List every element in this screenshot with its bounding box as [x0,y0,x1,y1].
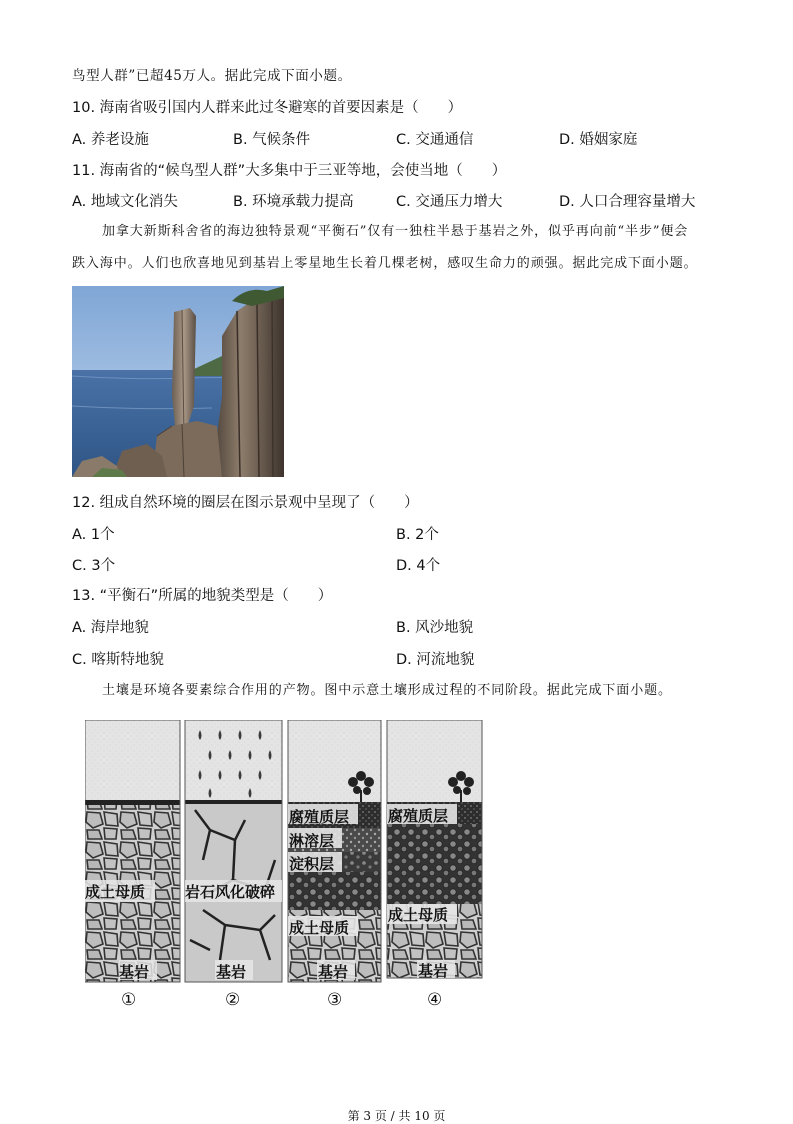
q13-option-a[interactable]: A. 海岸地貌 [72,620,149,636]
passage-3-text: 土壤是环境各要素综合作用的产物。图中示意土壤形成过程的不同阶段。据此完成下面小题。 [102,683,672,698]
q13-option-c[interactable]: C. 喀斯特地貌 [72,652,164,668]
q11-option-c[interactable]: C. 交通压力增大 [396,194,503,210]
q13-option-d[interactable]: D. 河流地貌 [396,652,475,668]
panel-4-humus-label: 腐殖质层 [388,807,449,825]
panel-3-parent-material-label: 成土母质 [289,919,350,937]
panel-1-number: ① [121,990,137,1010]
panel-3-eluvial-label: 淋溶层 [289,832,335,850]
panel-4-bedrock-label: 基岩 [418,962,449,980]
q11-option-a[interactable]: A. 地域文化消失 [72,194,178,210]
q10-option-d[interactable]: D. 婚姻家庭 [559,132,638,148]
page-footer: 第 3 页 / 共 10 页 [347,1109,446,1123]
q10-option-c[interactable]: C. 交通通信 [396,132,474,148]
panel-3-bedrock-label: 基岩 [318,963,349,981]
soil-panel-3 [288,720,381,982]
question-13-stem: 13. “平衡石”所属的地貌类型是（ ） [72,588,333,604]
soil-formation-figure [85,720,485,989]
panel-1-bedrock-label: 基岩 [119,963,150,981]
q11-option-b[interactable]: B. 环境承载力提高 [233,194,354,210]
q12-option-a[interactable]: A. 1个 [72,527,115,543]
q11-option-d[interactable]: D. 人口合理容量增大 [559,194,696,210]
soil-panel-4 [387,720,482,978]
question-12-stem: 12. 组成自然环境的圈层在图示景观中呈现了（ ） [72,495,419,511]
panel-2-bedrock-label: 基岩 [216,963,247,981]
q10-option-b[interactable]: B. 气候条件 [233,132,311,148]
panel-1-parent-material-label: 成土母质 [85,883,146,901]
question-11-stem: 11. 海南省的“候鸟型人群”大多集中于三亚等地，会使当地（ ） [72,163,507,179]
q12-option-c[interactable]: C. 3个 [72,558,116,574]
soil-panel-1 [85,720,180,982]
panel-2-weathering-label: 岩石风化破碎 [185,883,276,901]
q10-option-a[interactable]: A. 养老设施 [72,132,149,148]
passage-2-line-1: 加拿大新斯科舍省的海边独特景观“平衡石”仅有一独柱半悬于基岩之外，似乎再向前“半步”便会 [102,224,689,239]
q13-option-b[interactable]: B. 风沙地貌 [396,620,474,636]
panel-3-humus-label: 腐殖质层 [289,808,350,826]
balancing-rock-photo [72,286,284,477]
q12-option-d[interactable]: D. 4个 [396,558,441,574]
passage-2-line-2: 跌入海中。人们也欣喜地见到基岩上零星地生长着几棵老树，感叹生命力的顽强。据此完成下面小题。 [72,256,698,271]
soil-panel-2 [185,720,282,982]
panel-4-parent-material-label: 成土母质 [388,906,449,924]
panel-2-number: ② [225,990,241,1010]
question-10-stem: 10. 海南省吸引国内人群来此过冬避寒的首要因素是（ ） [72,100,463,116]
panel-4-number: ④ [427,990,443,1010]
panel-3-illuvial-label: 淀积层 [289,855,335,873]
panel-3-number: ③ [327,990,343,1010]
q12-option-b[interactable]: B. 2个 [396,527,439,543]
intro-tail-text: 鸟型人群”已超45万人。据此完成下面小题。 [72,68,352,84]
